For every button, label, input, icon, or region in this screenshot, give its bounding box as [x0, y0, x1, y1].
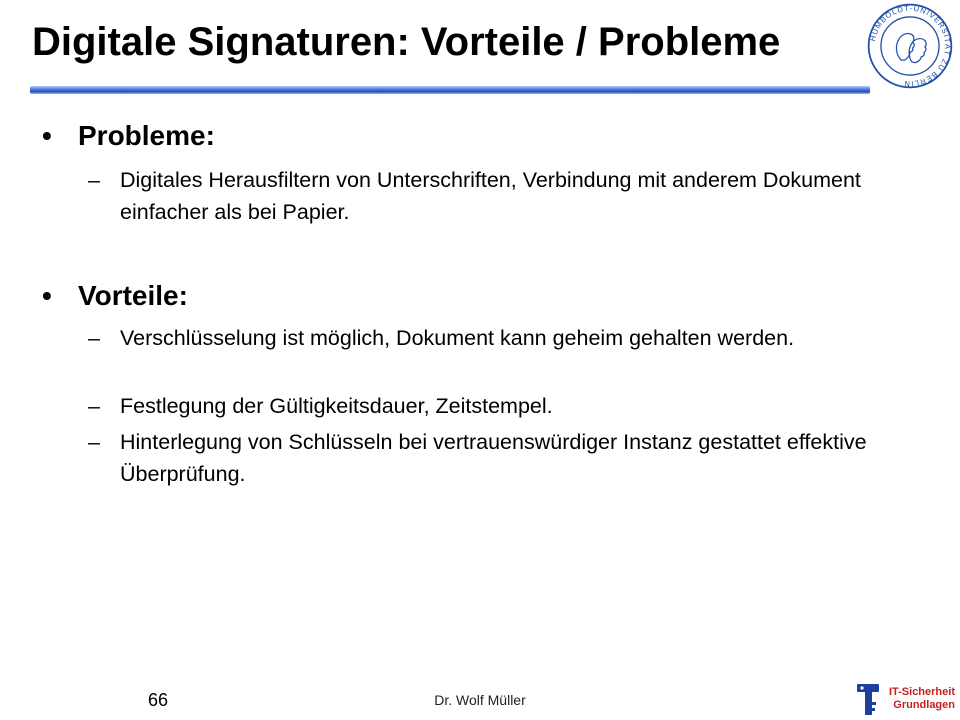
title-underline	[30, 86, 870, 94]
slide-title: Digitale Signaturen: Vorteile / Probleme	[32, 20, 781, 64]
list-item-text: Verschlüsselung ist möglich, Dokument kann geheim gehalten werden.	[120, 326, 795, 350]
dash-icon: –	[88, 326, 100, 350]
badge-line-2: Grundlagen	[893, 699, 955, 711]
dash-icon: –	[88, 430, 100, 454]
page-number: 66	[148, 690, 169, 710]
list-item	[88, 164, 888, 228]
footer-author: Dr. Wolf Müller	[434, 692, 526, 708]
list-item-text: Festlegung der Gültigkeitsdauer, Zeitstempel.	[120, 394, 553, 418]
list-item	[88, 322, 888, 354]
section-heading: Probleme:	[78, 120, 215, 151]
bullet-icon: •	[42, 280, 52, 311]
university-seal-logo	[866, 2, 954, 90]
dash-icon: –	[88, 394, 100, 418]
list-item-text: Digitales Herausfiltern von Unterschriften, Verbindung mit anderem Dokument einfacher als bei Papier.	[120, 168, 861, 224]
course-badge	[855, 682, 957, 718]
badge-line-1: IT-Sicherheit	[888, 686, 955, 698]
seal-lettering: HUMBOLDT-UNIVERSITÄT ZU BERLIN	[868, 3, 953, 89]
bullet-icon: •	[42, 120, 52, 151]
list-item	[88, 426, 888, 490]
key-icon	[855, 682, 881, 718]
section-heading: Vorteile:	[78, 280, 188, 311]
list-item-text: Hinterlegung von Schlüsseln bei vertrauenswürdiger Instanz gestattet effektive Überprüfung.	[120, 430, 867, 486]
dash-icon: –	[88, 168, 100, 192]
list-item	[88, 390, 888, 422]
